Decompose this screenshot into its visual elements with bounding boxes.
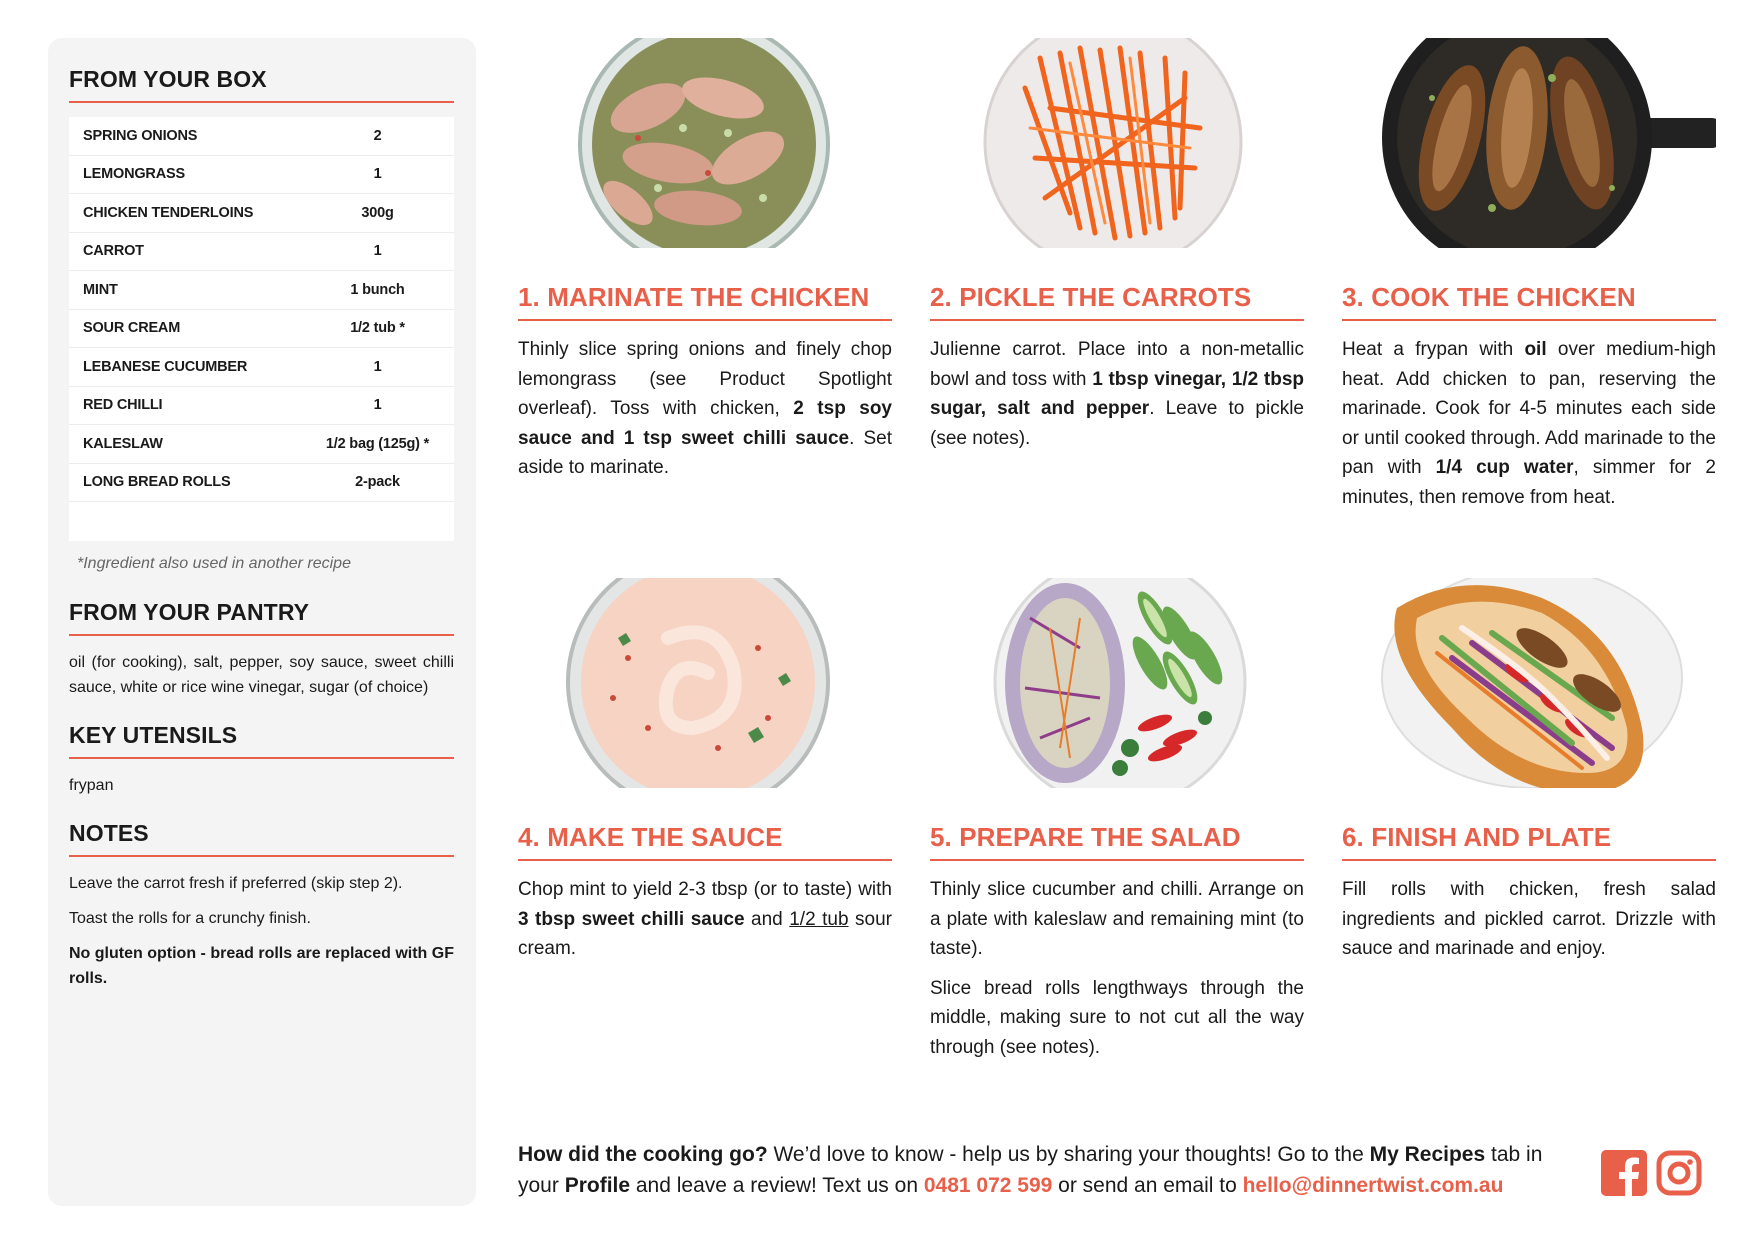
- sauce-bowl-image: [518, 578, 892, 788]
- pantry-section: [69, 599, 454, 700]
- step-text-bold: 2 tsp soy sauce and 1 tsp sweet chilli sauce: [518, 398, 892, 449]
- my-recipes-label: My Recipes: [1369, 1143, 1486, 1166]
- ingredient-qty: 2-pack: [355, 474, 400, 491]
- pickled-carrots-bowl-image: [930, 38, 1304, 248]
- ingredient-name: SPRING ONIONS: [83, 127, 198, 144]
- step-text-bold: 1/4 cup water: [1435, 457, 1574, 478]
- ingredient-qty: 1/2 bag (125g) *: [325, 435, 430, 452]
- step-text-segment: Thinly slice spring onions and finely chop lemongrass (see Product Spotlight overleaf). Toss with chicken,: [518, 339, 892, 419]
- ingredient-name: LONG BREAD ROLLS: [83, 474, 231, 491]
- step-1-photo: [518, 38, 892, 248]
- chicken-in-frypan-image: [1342, 38, 1716, 248]
- step-5-title: 5. PREPARE THE SALAD: [930, 822, 1304, 861]
- feedback-footer: [518, 1139, 1578, 1201]
- utensils-section: [69, 722, 454, 798]
- step-text-segment: , simmer for 2 minutes, then remove from heat.: [1342, 457, 1717, 508]
- ingredients-table: [69, 117, 454, 541]
- step-5-photo: [930, 578, 1304, 788]
- table-row: [69, 464, 454, 503]
- filled-bread-roll-image: [1342, 578, 1716, 788]
- ingredient-qty: 1 bunch: [350, 281, 405, 298]
- sidebar: [48, 38, 476, 1206]
- step-4-photo: [518, 578, 892, 788]
- pantry-heading: FROM YOUR PANTRY: [69, 599, 454, 636]
- gluten-note: No gluten option - bread rolls are replaced with GF rolls.: [69, 945, 454, 987]
- table-row: [69, 117, 454, 156]
- ingredient-name: RED CHILLI: [83, 397, 163, 414]
- facebook-link[interactable]: [1601, 1150, 1647, 1201]
- ingredient-name: CARROT: [83, 243, 144, 260]
- ingredient-qty: 1: [373, 397, 382, 414]
- step-4: [518, 578, 892, 964]
- step-text-segment: over medium-high heat. Add chicken to pan, reserving the marinade. Cook for 4-5 minutes each side or until cooked through. Add marinade to the pan with: [1342, 339, 1716, 478]
- step-text-segment: Heat a frypan with: [1342, 339, 1525, 360]
- phone-link[interactable]: 0481 072 599: [923, 1174, 1053, 1197]
- table-row: [69, 194, 454, 233]
- step-3-title: 3. COOK THE CHICKEN: [1342, 282, 1716, 321]
- ingredient-qty: 1: [373, 243, 382, 260]
- profile-label: Profile: [564, 1174, 631, 1197]
- utensils-text: frypan: [69, 777, 114, 794]
- table-row: [69, 156, 454, 195]
- step-text-segment: Julienne carrot. Place into a non-metallic bowl and toss with: [930, 339, 1304, 390]
- step-6-photo: [1342, 578, 1716, 788]
- instagram-link[interactable]: [1656, 1150, 1702, 1201]
- step-text-segment: sour cream.: [518, 908, 892, 959]
- step-1-text: [518, 335, 892, 483]
- marinated-chicken-bowl-image: [518, 38, 892, 248]
- from-your-box-heading: FROM YOUR BOX: [69, 66, 454, 103]
- step-2-photo: [930, 38, 1304, 248]
- ingredient-qty: 1/2 tub *: [350, 320, 405, 337]
- ingredient-qty: 1: [373, 166, 382, 183]
- ingredient-name: CHICKEN TENDERLOINS: [83, 204, 254, 221]
- step-text-bold: 3 tbsp sweet chilli sauce: [518, 908, 745, 930]
- step-text-underline: 1/2 tub: [789, 908, 849, 930]
- step-2: [930, 38, 1304, 453]
- step-5: [930, 578, 1304, 1062]
- ingredient-qty: 300g: [361, 204, 394, 221]
- table-row: [69, 387, 454, 426]
- table-row: [69, 233, 454, 272]
- pantry-text: oil (for cooking), salt, pepper, soy sauce, sweet chilli sauce, white or rice wine vinegar, sugar (of choice): [69, 654, 454, 696]
- step-text-segment: and: [744, 908, 790, 930]
- step-3-photo: [1342, 38, 1716, 248]
- step-6-title: 6. FINISH AND PLATE: [1342, 822, 1716, 861]
- step-4-text: [518, 875, 892, 964]
- ingredient-footnote: *Ingredient also used in another recipe: [77, 555, 351, 572]
- ingredient-name: MINT: [83, 281, 118, 298]
- note-item: Leave the carrot fresh if preferred (skip step 2).: [69, 875, 403, 892]
- step-text-segment: . Leave to pickle (see notes).: [930, 398, 1304, 449]
- note-item: Toast the rolls for a crunchy finish.: [69, 910, 311, 927]
- utensils-heading: KEY UTENSILS: [69, 722, 454, 759]
- salad-plate-image: [930, 578, 1304, 788]
- table-row: [69, 310, 454, 349]
- notes-heading: NOTES: [69, 820, 454, 857]
- step-text-segment: . Set aside to marinate.: [518, 427, 892, 478]
- table-row: [69, 425, 454, 464]
- step-1-title: 1. MARINATE THE CHICKEN: [518, 282, 892, 321]
- footer-text: and leave a review! Text us on: [630, 1174, 924, 1197]
- feedback-question: How did the cooking go?: [518, 1143, 768, 1166]
- footer-text: or send an email to: [1052, 1174, 1243, 1197]
- facebook-icon: [1601, 1150, 1647, 1196]
- step-2-title: 2. PICKLE THE CARROTS: [930, 282, 1304, 321]
- step-3-text: [1342, 335, 1716, 512]
- step-5-text-1: Thinly slice cucumber and chilli. Arrange on a plate with kaleslaw and remaining mint (to taste).: [930, 879, 1304, 959]
- step-6-text: Fill rolls with chicken, fresh salad ingredients and pickled carrot. Drizzle with sauce and marinade and enjoy.: [1342, 879, 1716, 959]
- ingredient-name: LEMONGRASS: [83, 166, 185, 183]
- step-4-title: 4. MAKE THE SAUCE: [518, 822, 892, 861]
- step-6: [1342, 578, 1716, 964]
- table-row: [69, 348, 454, 387]
- step-text-bold: 1 tbsp vinegar, 1/2 tbsp sugar, salt and pepper: [930, 368, 1304, 419]
- ingredient-qty: 2: [373, 127, 382, 144]
- step-5-text-2: Slice bread rolls lengthways through the middle, making sure to not cut all the way through (see notes).: [930, 977, 1304, 1058]
- footer-text: tab in your: [518, 1143, 1543, 1197]
- step-2-text: [930, 335, 1304, 453]
- email-link[interactable]: hello@dinnertwist.com.au: [1242, 1174, 1504, 1197]
- step-1: [518, 38, 892, 483]
- step-text-bold: oil: [1524, 339, 1547, 360]
- notes-section: [69, 820, 454, 991]
- ingredient-name: SOUR CREAM: [83, 320, 181, 337]
- ingredient-name: LEBANESE CUCUMBER: [83, 358, 248, 375]
- footer-text: We’d love to know - help us by sharing your thoughts! Go to the: [767, 1143, 1370, 1166]
- step-3: [1342, 38, 1716, 512]
- step-text-segment: Chop mint to yield 2-3 tbsp (or to taste) with: [518, 879, 892, 900]
- instagram-icon: [1656, 1150, 1702, 1196]
- table-row: [69, 271, 454, 310]
- ingredient-qty: 1: [373, 358, 382, 375]
- ingredient-name: KALESLAW: [83, 435, 163, 452]
